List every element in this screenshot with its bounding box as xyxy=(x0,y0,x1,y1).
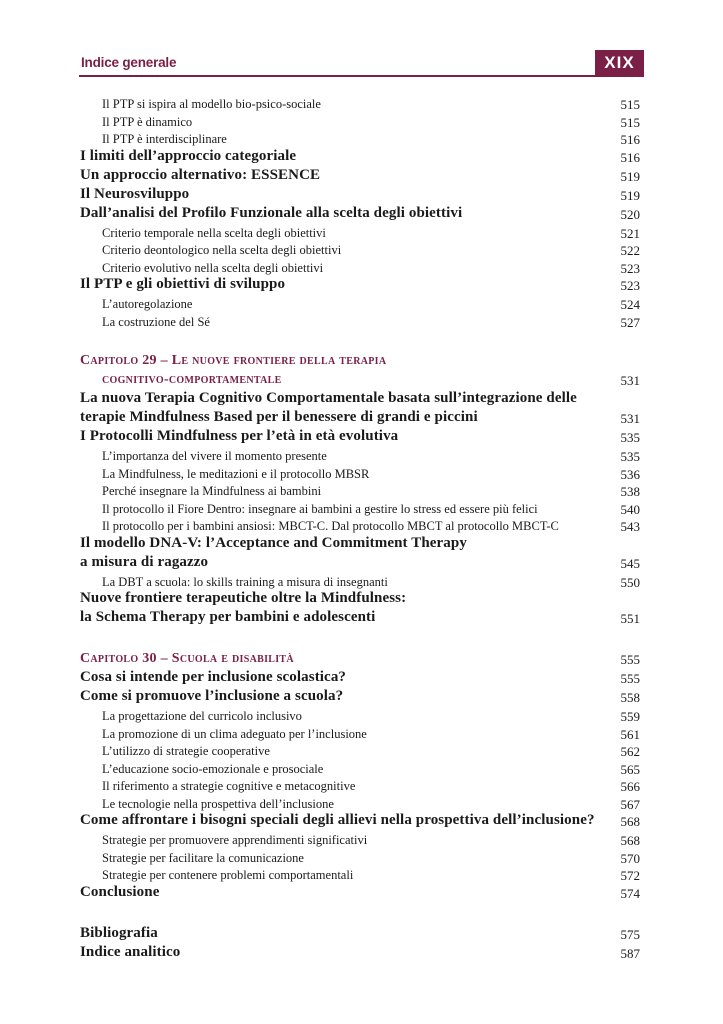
entry-page-number: 516 xyxy=(620,149,640,165)
section-entry xyxy=(80,610,640,629)
entry-page-number: 538 xyxy=(620,484,640,499)
entry-page-number: 550 xyxy=(620,574,640,590)
entry-title: Criterio evolutivo nella scelta degli obiettivi xyxy=(102,260,324,275)
entry-page-number: 575 xyxy=(620,926,640,942)
subsection-entry xyxy=(80,296,640,314)
entry-title: Capitolo 29 – Le nuove frontiere della terapia xyxy=(80,353,387,368)
table-of-contents xyxy=(80,96,640,964)
entry-page-number: 519 xyxy=(620,187,640,203)
entry-page-number: 531 xyxy=(620,411,640,426)
section-spacer xyxy=(80,629,640,651)
subsection-entry xyxy=(80,708,640,726)
entry-page-number: 566 xyxy=(620,779,640,794)
entry-title: Strategie per promuovere apprendimenti significativi xyxy=(102,833,368,847)
entry-title: a misura di ragazzo xyxy=(80,553,209,570)
subsection-entry xyxy=(80,832,640,850)
entry-page-number: 587 xyxy=(620,945,640,961)
entry-title: Il modello DNA-V: l’Acceptance and Commitment Therapy xyxy=(80,534,467,551)
page-number-badge: XIX xyxy=(595,50,644,76)
section-entry xyxy=(80,670,640,689)
entry-page-number: 535 xyxy=(620,430,640,445)
entry-title: Perché insegnare la Mindfulness ai bambini xyxy=(102,484,322,498)
entry-page-number: 535 xyxy=(620,449,640,464)
section-entry xyxy=(80,149,640,168)
subsection-entry xyxy=(80,518,640,536)
subsection-entry xyxy=(80,743,640,761)
entry-page-number: 531 xyxy=(620,373,640,388)
section-entry xyxy=(80,591,640,610)
subsection-entry xyxy=(80,225,640,243)
subsection-entry xyxy=(80,483,640,501)
entry-title: Il PTP si ispira al modello bio-psico-sociale xyxy=(102,97,321,111)
section-spacer xyxy=(80,904,640,926)
entry-title: Dall’analisi del Profilo Funzionale alla scelta degli obiettivi xyxy=(80,204,463,221)
section-entry xyxy=(80,277,640,296)
entry-title: I limiti dell’approccio categoriale xyxy=(80,147,297,164)
section-entry xyxy=(80,429,640,448)
entry-page-number: 555 xyxy=(620,652,640,667)
subsection-entry xyxy=(80,867,640,885)
entry-title: La promozione di un clima adeguato per l’inclusione xyxy=(102,726,367,741)
entry-title: Capitolo 30 – Scuola e disabilità xyxy=(80,651,294,666)
entry-page-number: 522 xyxy=(620,243,640,258)
entry-title: Come si promuove l’inclusione a scuola? xyxy=(80,688,344,704)
entry-title: Il protocollo il Fiore Dentro: insegnare ai bambini a gestire lo stress ed essere più felici xyxy=(102,501,538,516)
subsection-entry xyxy=(80,114,640,132)
entry-page-number: 515 xyxy=(620,114,640,130)
subsection-entry xyxy=(80,448,640,466)
entry-title: Criterio temporale nella scelta degli obiettivi xyxy=(102,225,326,240)
entry-title: La costruzione del Sé xyxy=(102,314,210,329)
entry-page-number: 565 xyxy=(620,761,640,777)
entry-title: la Schema Therapy per bambini e adolescenti xyxy=(80,609,376,625)
entry-title: Il PTP è dinamico xyxy=(102,114,193,129)
section-entry xyxy=(80,187,640,206)
subsection-entry xyxy=(80,260,640,278)
subsection-entry xyxy=(80,850,640,868)
entry-page-number: 545 xyxy=(620,555,640,571)
entry-title: L’educazione socio-emozionale e prosociale xyxy=(102,761,324,776)
entry-page-number: 568 xyxy=(620,814,640,829)
entry-title: terapie Mindfulness Based per il benessere di grandi e piccini xyxy=(80,409,478,425)
subsection-entry xyxy=(80,574,640,592)
entry-page-number: 536 xyxy=(620,466,640,482)
chapter-entry xyxy=(80,353,640,372)
entry-page-number: 558 xyxy=(620,690,640,705)
entry-page-number: 555 xyxy=(620,671,640,686)
entry-title: Cosa si intende per inclusione scolastica? xyxy=(80,669,347,685)
entry-title: Criterio deontologico nella scelta degli obiettivi xyxy=(102,243,342,257)
entry-page-number: 572 xyxy=(620,868,640,883)
section-entry xyxy=(80,206,640,225)
entry-title: Come affrontare i bisogni speciali degli allievi nella prospettiva dell’inclusione? xyxy=(80,812,595,828)
entry-title: Un approccio alternativo: ESSENCE xyxy=(80,166,321,183)
entry-page-number: 516 xyxy=(620,132,640,147)
section-entry xyxy=(80,410,640,429)
entry-page-number: 515 xyxy=(620,97,640,112)
entry-title: cognitivo-comportamentale xyxy=(102,372,282,387)
entry-page-number: 568 xyxy=(620,833,640,848)
entry-page-number: 523 xyxy=(620,260,640,276)
subsection-entry xyxy=(80,501,640,519)
entry-title: Il PTP e gli obiettivi di sviluppo xyxy=(80,276,286,292)
entry-page-number: 559 xyxy=(620,709,640,724)
entry-title: Strategie per facilitare la comunicazione xyxy=(102,850,304,865)
section-entry xyxy=(80,391,640,410)
section-entry xyxy=(80,926,640,945)
entry-title: La nuova Terapia Cognitivo Comportamentale basata sull’integrazione delle xyxy=(80,390,577,406)
entry-page-number: 540 xyxy=(620,501,640,517)
subsection-entry xyxy=(80,314,640,332)
section-entry xyxy=(80,555,640,574)
section-entry xyxy=(80,813,640,832)
entry-page-number: 543 xyxy=(620,519,640,534)
subsection-entry xyxy=(80,131,640,149)
section-entry xyxy=(80,885,640,904)
entry-page-number: 551 xyxy=(620,611,640,626)
entry-title: L’utilizzo di strategie cooperative xyxy=(102,744,270,758)
entry-title: Il riferimento a strategie cognitive e metacognitive xyxy=(102,779,356,793)
entry-page-number: 561 xyxy=(620,726,640,742)
entry-title: Il protocollo per i bambini ansiosi: MBCT-C. Dal protocollo MBCT al protocollo MBCT-C xyxy=(102,519,559,533)
entry-page-number: 523 xyxy=(620,278,640,293)
subsection-entry xyxy=(80,242,640,260)
entry-title: La progettazione del curricolo inclusivo xyxy=(102,709,302,723)
section-entry xyxy=(80,945,640,964)
entry-title: I Protocolli Mindfulness per l’età in età evolutiva xyxy=(80,428,399,444)
entry-page-number: 562 xyxy=(620,744,640,759)
section-spacer xyxy=(80,331,640,353)
section-entry xyxy=(80,689,640,708)
running-header xyxy=(79,50,644,76)
chapter-entry xyxy=(80,372,640,391)
header-rule xyxy=(79,75,644,77)
entry-title: Strategie per contenere problemi comportamentali xyxy=(102,868,354,882)
entry-page-number: 527 xyxy=(620,314,640,330)
subsection-entry xyxy=(80,726,640,744)
entry-title: Bibliografia xyxy=(80,924,158,941)
entry-title: L’autoregolazione xyxy=(102,297,193,311)
entry-title: La Mindfulness, le meditazioni e il protocollo MBSR xyxy=(102,466,370,481)
entry-page-number: 567 xyxy=(620,796,640,812)
subsection-entry xyxy=(80,761,640,779)
subsection-entry xyxy=(80,796,640,814)
section-title: Indice generale xyxy=(81,55,177,70)
section-entry xyxy=(80,168,640,187)
entry-page-number: 574 xyxy=(620,885,640,901)
entry-page-number: 521 xyxy=(620,225,640,241)
subsection-entry xyxy=(80,96,640,114)
entry-page-number: 520 xyxy=(620,206,640,222)
subsection-entry xyxy=(80,778,640,796)
subsection-entry xyxy=(80,466,640,484)
entry-page-number: 524 xyxy=(620,297,640,312)
chapter-entry xyxy=(80,651,640,670)
entry-title: Le tecnologie nella prospettiva dell’inclusione xyxy=(102,796,334,811)
entry-title: Indice analitico xyxy=(80,943,181,960)
entry-page-number: 519 xyxy=(620,168,640,184)
entry-title: La DBT a scuola: lo skills training a misura di insegnanti xyxy=(102,574,388,589)
entry-title: Il Neurosviluppo xyxy=(80,185,190,202)
entry-page-number: 570 xyxy=(620,850,640,866)
entry-title: Il PTP è interdisciplinare xyxy=(102,132,227,146)
section-entry xyxy=(80,536,640,555)
entry-title: L’importanza del vivere il momento presente xyxy=(102,449,327,463)
entry-title: Nuove frontiere terapeutiche oltre la Mindfulness: xyxy=(80,590,407,606)
entry-title: Conclusione xyxy=(80,883,160,900)
